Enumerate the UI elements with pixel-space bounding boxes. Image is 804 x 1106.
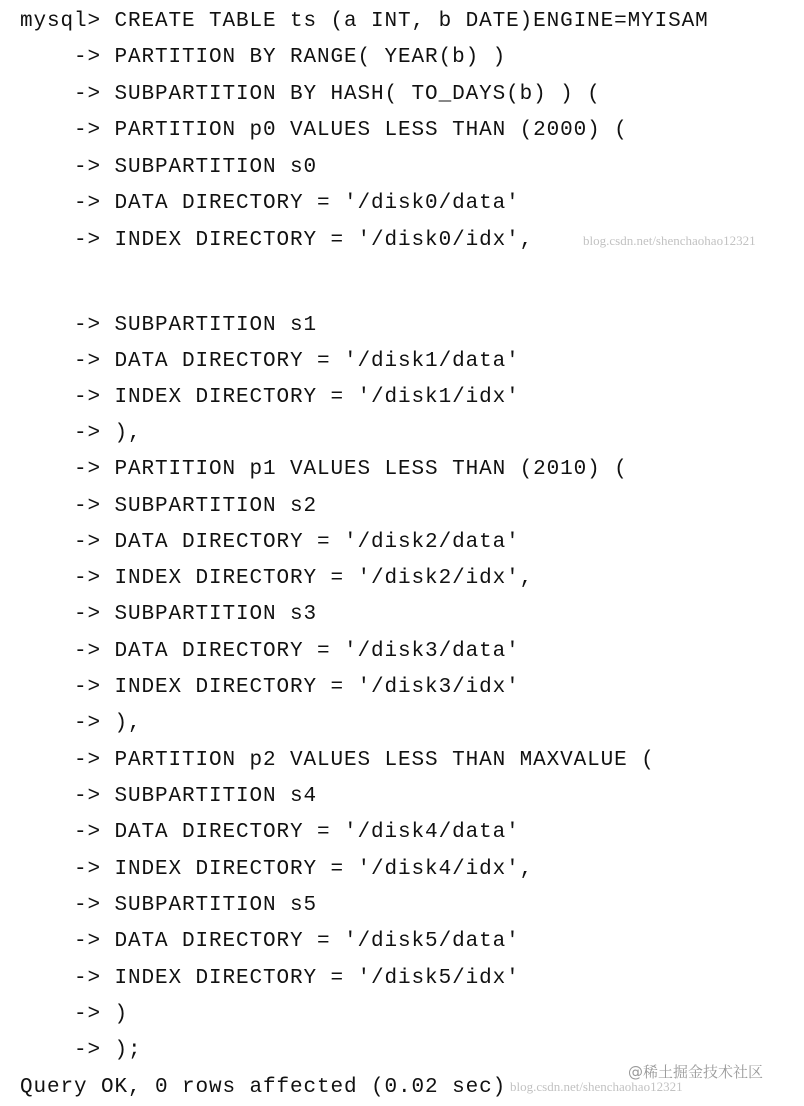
- terminal-line: -> INDEX DIRECTORY = '/disk0/idx',: [20, 229, 534, 252]
- terminal-line: -> SUBPARTITION s4: [20, 785, 318, 808]
- terminal-line: -> SUBPARTITION s0: [20, 156, 318, 179]
- terminal-line-result: Query OK, 0 rows affected (0.02 sec): [20, 1076, 507, 1099]
- terminal-line: -> ),: [20, 712, 142, 735]
- terminal-line: -> DATA DIRECTORY = '/disk3/data': [20, 640, 520, 663]
- terminal-line: -> ): [20, 1003, 129, 1026]
- terminal-line: -> INDEX DIRECTORY = '/disk2/idx',: [20, 567, 534, 590]
- terminal-line: -> SUBPARTITION s5: [20, 894, 318, 917]
- terminal-line: -> PARTITION p2 VALUES LESS THAN MAXVALUE (: [20, 749, 655, 772]
- terminal-line: -> INDEX DIRECTORY = '/disk1/idx': [20, 386, 520, 409]
- terminal-line: -> );: [20, 1039, 142, 1062]
- terminal-line: -> ),: [20, 422, 142, 445]
- watermark-url-bottom: blog.csdn.net/shenchaohao12321: [510, 1079, 683, 1094]
- terminal-line: -> SUBPARTITION s1: [20, 314, 318, 337]
- watermark-url-mid: blog.csdn.net/shenchaohao12321: [583, 233, 756, 248]
- terminal-line: -> DATA DIRECTORY = '/disk0/data': [20, 192, 520, 215]
- terminal-line: -> PARTITION p0 VALUES LESS THAN (2000) (: [20, 119, 628, 142]
- terminal-line: -> INDEX DIRECTORY = '/disk5/idx': [20, 967, 520, 990]
- terminal-line: -> PARTITION p1 VALUES LESS THAN (2010) (: [20, 458, 628, 481]
- terminal-line-prompt: mysql> CREATE TABLE ts (a INT, b DATE)ENGINE=MYISAM: [20, 10, 709, 33]
- terminal-line: -> PARTITION BY RANGE( YEAR(b) ): [20, 46, 507, 69]
- terminal-line: -> DATA DIRECTORY = '/disk5/data': [20, 930, 520, 953]
- terminal-line: -> DATA DIRECTORY = '/disk2/data': [20, 531, 520, 554]
- terminal-line: -> SUBPARTITION s3: [20, 603, 318, 626]
- terminal-line: -> DATA DIRECTORY = '/disk4/data': [20, 821, 520, 844]
- terminal-line: -> INDEX DIRECTORY = '/disk4/idx',: [20, 858, 534, 881]
- terminal-line: -> INDEX DIRECTORY = '/disk3/idx': [20, 676, 520, 699]
- watermark-corner: @稀土掘金技术社区: [628, 1063, 764, 1081]
- terminal-line: -> SUBPARTITION BY HASH( TO_DAYS(b) ) (: [20, 83, 601, 106]
- terminal-line: -> DATA DIRECTORY = '/disk1/data': [20, 350, 520, 373]
- terminal-line: -> SUBPARTITION s2: [20, 495, 318, 518]
